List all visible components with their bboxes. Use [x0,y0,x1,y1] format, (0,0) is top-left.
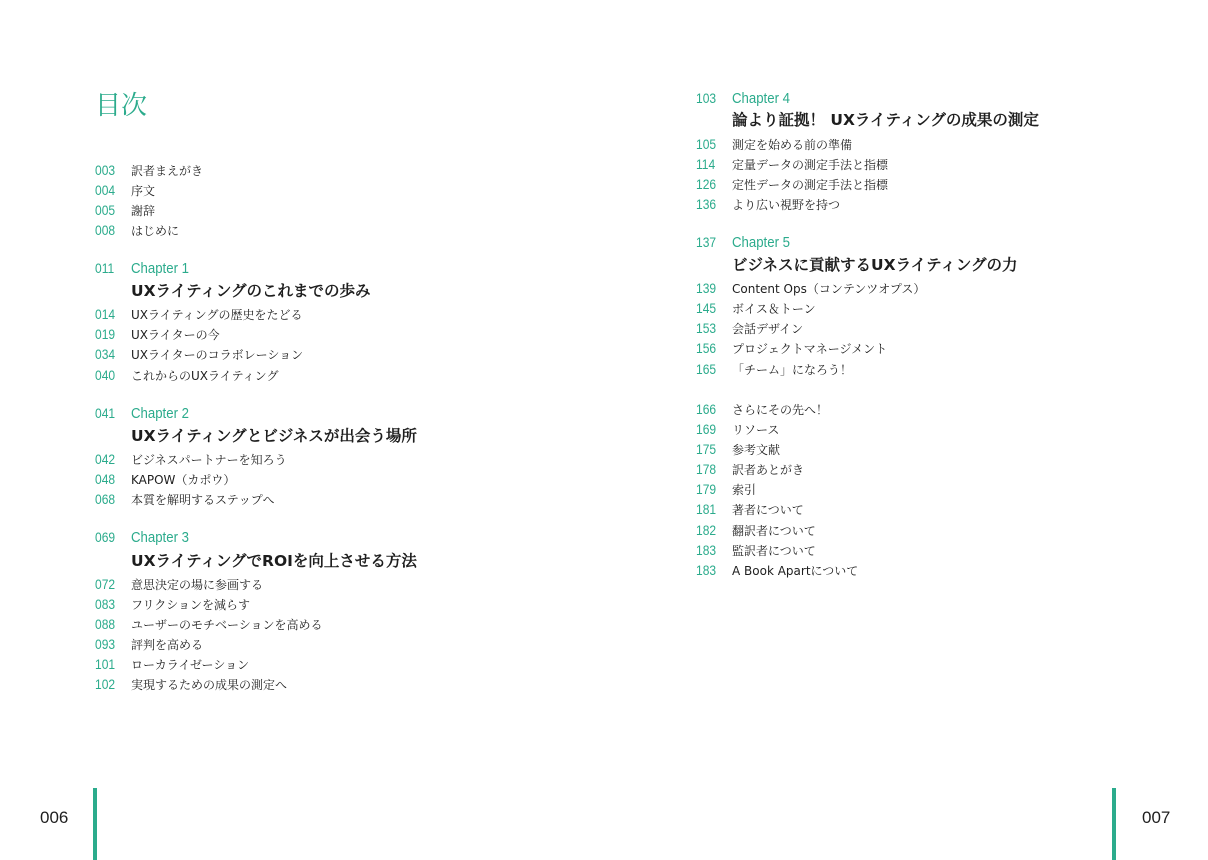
entry-title: 監訳者について [732,544,816,558]
page-number: 126 [696,176,717,192]
page-number: 088 [95,616,116,632]
toc-title: 目次 [95,91,148,121]
page-number: 103 [696,90,717,106]
page-number: 169 [696,421,717,437]
page-number: 040 [95,367,116,383]
toc-entry[interactable] [95,489,275,509]
toc-entry[interactable] [696,318,803,338]
page-number: 093 [95,636,116,652]
page-number: 042 [95,451,116,467]
entry-title: 索引 [732,483,757,497]
page-number: 068 [95,491,116,507]
toc-entry[interactable] [696,520,816,540]
page-number: 156 [696,340,717,356]
entry-title: ユーザーのモチベーションを高める [131,618,323,632]
chapter-title[interactable]: ビジネスに貢献するUXライティングの力 [732,256,1018,274]
toc-entry[interactable] [696,419,779,439]
toc-entry[interactable] [696,439,780,459]
page-number: 069 [95,529,116,545]
chapter-label: Chapter 2 [131,405,189,422]
toc-entry[interactable] [696,399,828,419]
toc-left-column [95,0,615,760]
entry-title: UXライターの今 [131,328,220,342]
entry-title: KAPOW（カポウ） [131,473,236,487]
chapter-heading[interactable] [95,258,197,278]
page-number: 019 [95,326,116,342]
page-number: 048 [95,471,116,487]
entry-title: プロジェクトマネージメント [732,342,888,356]
entry-title: 訳者あとがき [732,463,805,477]
chapter-heading[interactable] [696,88,798,108]
toc-entry[interactable] [95,220,179,240]
entry-title: 定性データの測定手法と指標 [732,178,889,192]
entry-title: 評判を高める [131,638,204,652]
toc-entry[interactable] [95,324,220,344]
toc-entry[interactable] [696,359,852,379]
toc-entry[interactable] [95,469,235,489]
entry-title: リソース [732,423,780,437]
toc-entry[interactable] [95,614,323,634]
toc-entry[interactable] [696,174,888,194]
entry-title: Content Ops（コンテンツオプス） [732,282,926,296]
page-number: 183 [696,542,717,558]
page-number: 034 [95,346,116,362]
entry-title: A Book Apartについて [732,564,859,578]
page-number: 182 [696,522,717,538]
entry-title: はじめに [131,224,180,238]
entry-title: 定量データの測定手法と指標 [732,158,889,172]
toc-entry[interactable] [95,160,203,180]
page-number: 102 [95,676,116,692]
chapter-title[interactable]: 論より証拠！ UXライティングの成果の測定 [732,111,1039,129]
toc-entry[interactable] [696,499,804,519]
toc-entry[interactable] [696,479,756,499]
toc-entry[interactable] [95,344,303,364]
page-number: 145 [696,300,717,316]
toc-entry[interactable] [696,338,887,358]
entry-title: 測定を始める前の準備 [732,138,853,152]
page-number: 041 [95,405,116,421]
page-number: 114 [696,156,716,172]
page-number: 011 [95,260,115,276]
accent-rule-right [1112,788,1116,860]
toc-entry[interactable] [95,654,249,674]
toc-right-column [696,0,1176,760]
page-number: 137 [696,234,717,250]
page-number: 004 [95,182,116,198]
page-number: 072 [95,576,116,592]
entry-title: UXライティングの歴史をたどる [131,308,303,322]
chapter-title[interactable]: UXライティングとビジネスが出会う場所 [131,427,417,445]
chapter-title[interactable]: UXライティングでROIを向上させる方法 [131,552,417,570]
entry-title: ビジネスパートナーを知ろう [131,453,287,467]
entry-title: 翻訳者について [732,524,816,538]
entry-title: 参考文献 [732,443,781,457]
entry-title: 序文 [131,184,156,198]
page-number: 178 [696,461,717,477]
entry-title: ボイス＆トーン [732,302,816,316]
chapter-heading[interactable] [696,232,798,252]
toc-entry[interactable] [696,560,858,580]
toc-entry[interactable] [696,459,804,479]
page-number: 179 [696,481,717,497]
page-number: 183 [696,562,717,578]
entry-title: 本質を解明するステップへ [131,493,275,507]
page-number: 165 [696,361,717,377]
toc-entry[interactable] [95,594,250,614]
chapter-label: Chapter 4 [732,90,790,107]
toc-entry[interactable] [95,304,302,324]
toc-entry[interactable] [95,200,155,220]
toc-entry[interactable] [696,154,888,174]
entry-title: 実現するための成果の測定へ [131,678,288,692]
page-number: 101 [95,656,116,672]
chapter-label: Chapter 5 [732,234,790,251]
page-number: 105 [696,136,717,152]
page-number: 153 [696,320,717,336]
accent-rule-left [93,788,97,860]
toc-entry[interactable] [696,298,816,318]
chapter-label: Chapter 1 [131,260,189,277]
toc-entry[interactable] [95,674,287,694]
page-number-right: 007 [1142,808,1171,827]
chapter-title[interactable]: UXライティングのこれまでの歩み [131,282,371,300]
entry-title: 会話デザイン [732,322,804,336]
page-number: 005 [95,202,116,218]
page-number-left: 006 [40,808,69,827]
page-number: 083 [95,596,116,612]
entry-title: さらにその先へ！ [732,403,829,417]
toc-entry[interactable] [95,449,287,469]
chapter-heading[interactable] [95,403,197,423]
entry-title: ローカライゼーション [131,658,250,672]
entry-title: これからのUXライティング [131,369,279,383]
toc-entry[interactable] [696,278,925,298]
entry-title: 謝辞 [131,204,156,218]
chapter-heading[interactable] [95,527,197,547]
toc-entry[interactable] [95,180,155,200]
toc-entry[interactable] [696,134,852,154]
toc-entry[interactable] [696,540,816,560]
page-number: 014 [95,306,116,322]
chapter-label: Chapter 3 [131,529,189,546]
toc-entry[interactable] [95,634,203,654]
entry-title: 訳者まえがき [131,164,204,178]
entry-title: UXライターのコラボレーション [131,348,304,362]
toc-entry[interactable] [95,574,263,594]
entry-title: 「チーム」になろう！ [732,363,853,377]
page-number: 181 [696,501,717,517]
page-number: 166 [696,401,717,417]
entry-title: 著者について [732,503,804,517]
page-number: 139 [696,280,717,296]
entry-title: より広い視野を持つ [732,198,841,212]
page-number: 003 [95,162,116,178]
page-number: 008 [95,222,116,238]
page-number: 136 [696,196,717,212]
page-number: 175 [696,441,717,457]
toc-entry[interactable] [696,194,840,214]
toc-entry[interactable] [95,365,278,385]
entry-title: 意思決定の場に参画する [131,578,264,592]
entry-title: フリクションを減らす [131,598,251,612]
